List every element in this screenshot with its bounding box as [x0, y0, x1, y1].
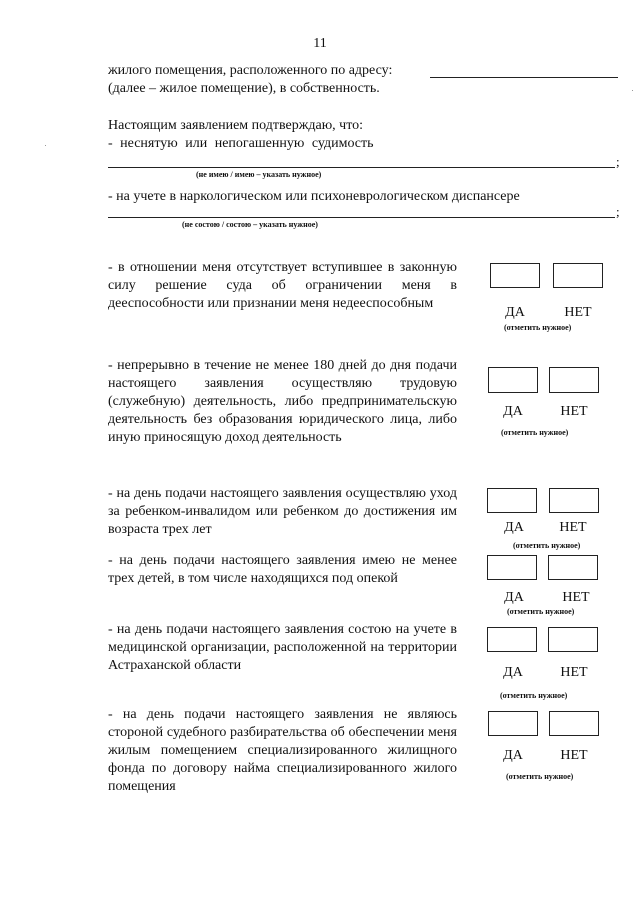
dispensary-text: - на учете в наркологическом или психоневрологическом диспансере — [108, 189, 520, 204]
yes-label: ДА — [504, 520, 524, 535]
dispensary-field[interactable] — [108, 217, 615, 218]
no-checkbox[interactable] — [549, 711, 599, 736]
address-field[interactable] — [430, 77, 618, 78]
criminal-record-text: - неснятую или непогашенную судимость — [108, 136, 374, 151]
no-label: НЕТ — [560, 748, 588, 763]
address-label: жилого помещения, расположенного по адресу: — [108, 63, 393, 78]
yes-checkbox[interactable] — [487, 488, 537, 513]
choice-note: (отметить нужное) — [500, 691, 568, 700]
semicolon: ; — [616, 154, 620, 169]
premises-note: (далее – жилое помещение), в собственность. — [108, 81, 380, 96]
yes-checkbox[interactable] — [488, 711, 538, 736]
choice-note: (отметить нужное) — [504, 323, 572, 332]
no-checkbox[interactable] — [549, 488, 599, 513]
yes-label: ДА — [505, 305, 525, 320]
choice-note: (отметить нужное) — [506, 772, 574, 781]
choice-note: (отметить нужное) — [513, 541, 581, 550]
statement-employment: - непрерывно в течение не менее 180 дней до дня подачи настоящего заявления осуществляю трудовую (служебную) деятельность, либо предпринимательскую деятельность без образования юридического лица, либо иную приносящую доход деятельность — [108, 358, 457, 445]
yes-label: ДА — [503, 404, 523, 419]
no-checkbox[interactable] — [548, 555, 598, 580]
criminal-record-field[interactable] — [108, 167, 615, 168]
yes-label: ДА — [503, 665, 523, 680]
statement-capacity: - в отношении меня отсутствует вступившее в законную силу решение суда об ограничении меня в дееспособности или признании меня недееспособным — [108, 260, 457, 311]
criminal-record-hint: (не имею / имею – указать нужное) — [196, 170, 322, 179]
no-label: НЕТ — [559, 520, 587, 535]
no-label: НЕТ — [564, 305, 592, 320]
no-checkbox[interactable] — [549, 367, 599, 393]
yes-label: ДА — [503, 748, 523, 763]
page-number: 11 — [313, 36, 327, 51]
scan-mark — [632, 90, 633, 91]
statement-three-children: - на день подачи настоящего заявления имею не менее трех детей, в том числе находящихся под опекой — [108, 553, 457, 586]
no-label: НЕТ — [560, 404, 588, 419]
statement-child-care: - на день подачи настоящего заявления осуществляю уход за ребенком-инвалидом или ребенком до достижения им возраста трех лет — [108, 486, 457, 537]
statement-medical-registration: - на день подачи настоящего заявления состою на учете в медицинской организации, расположенной на территории Астраханской области — [108, 622, 457, 673]
no-checkbox[interactable] — [553, 263, 603, 288]
statement-no-litigation: - на день подачи настоящего заявления не являюсь стороной судебного разбирательства об обеспечении меня жилым помещением специализированного жилищного фонда по договору найма специализированного жилого помещения — [108, 707, 457, 794]
dispensary-hint: (не состою / состою – указать нужное) — [182, 220, 318, 229]
choice-note: (отметить нужное) — [507, 607, 575, 616]
choice-note: (отметить нужное) — [501, 428, 569, 437]
yes-checkbox[interactable] — [490, 263, 540, 288]
yes-checkbox[interactable] — [488, 367, 538, 393]
confirm-heading: Настоящим заявлением подтверждаю, что: — [108, 118, 364, 133]
no-label: НЕТ — [562, 590, 590, 605]
scan-mark — [45, 145, 46, 146]
yes-label: ДА — [504, 590, 524, 605]
semicolon: ; — [616, 204, 620, 219]
yes-checkbox[interactable] — [487, 555, 537, 580]
no-checkbox[interactable] — [548, 627, 598, 652]
yes-checkbox[interactable] — [487, 627, 537, 652]
no-label: НЕТ — [560, 665, 588, 680]
